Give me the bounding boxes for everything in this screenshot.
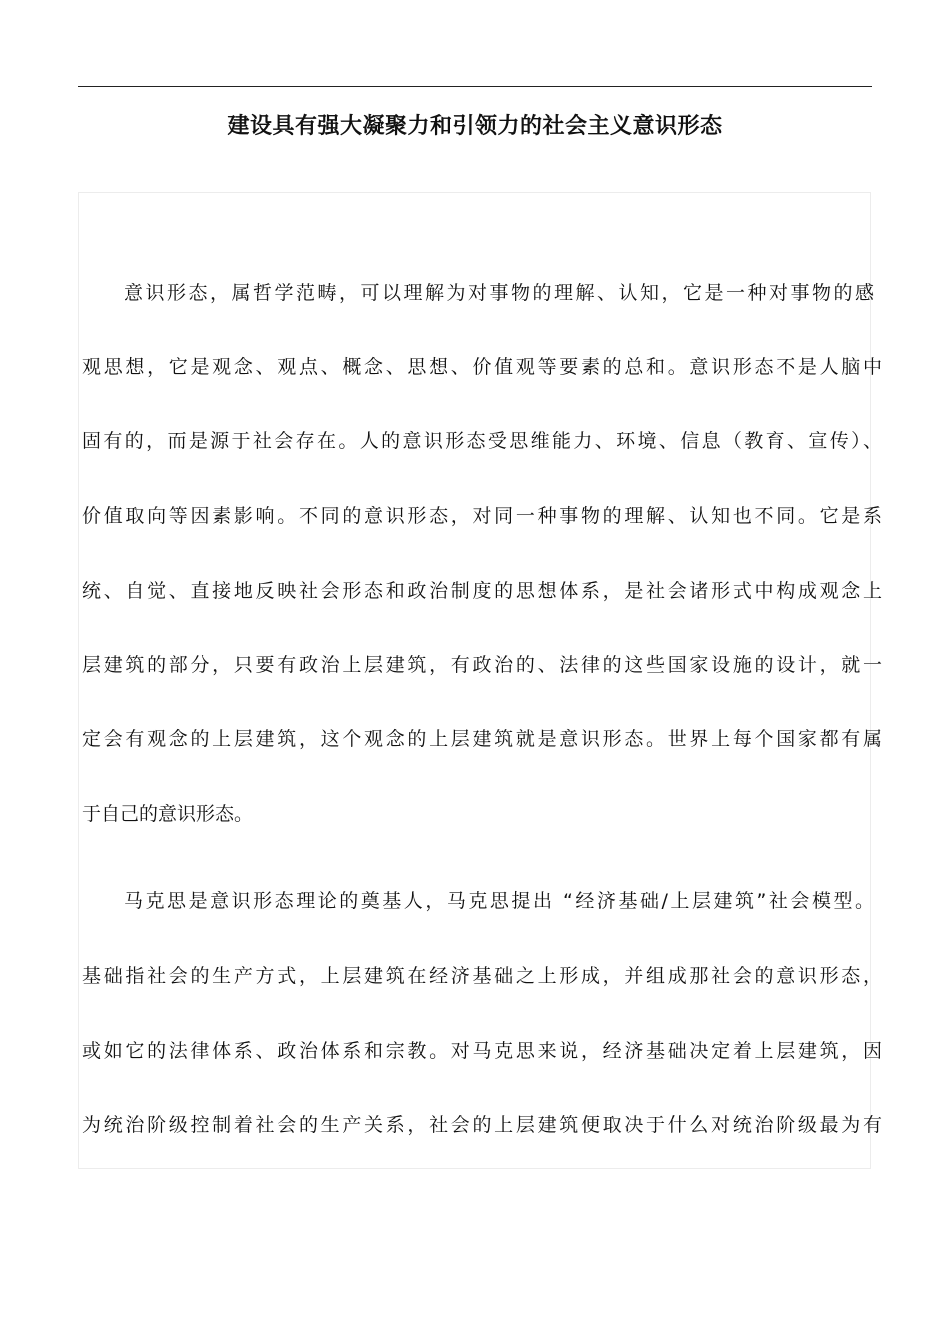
header-rule	[78, 86, 872, 87]
paragraph-line: 价值取向等因素影响。不同的意识形态，对同一种事物的理解、认知也不同。它是系	[82, 505, 882, 527]
paragraph-line: 意识形态，属哲学范畴，可以理解为对事物的理解、认知，它是一种对事物的感	[124, 282, 874, 304]
paragraph-line: 统、自觉、直接地反映社会形态和政治制度的思想体系，是社会诸形式中构成观念上	[82, 580, 882, 602]
paragraph-line: 于自己的意识形态。	[82, 803, 254, 825]
paragraph-line: 观思想，它是观念、观点、概念、思想、价值观等要素的总和。意识形态不是人脑中	[82, 356, 882, 378]
paragraph-line: 定会有观念的上层建筑，这个观念的上层建筑就是意识形态。世界上每个国家都有属	[82, 728, 882, 750]
document-title: 建设具有强大凝聚力和引领力的社会主义意识形态	[227, 114, 723, 139]
paragraph-line: 层建筑的部分，只要有政治上层建筑，有政治的、法律的这些国家设施的设计，就一	[82, 654, 882, 676]
paragraph-line: 为统治阶级控制着社会的生产关系，社会的上层建筑便取决于什么对统治阶级最为有	[82, 1114, 882, 1136]
paragraph-line: 马克思是意识形态理论的奠基人，马克思提出 “经济基础/上层建筑”社会模型。	[124, 890, 874, 912]
paragraph-line: 固有的，而是源于社会存在。人的意识形态受思维能力、环境、信息（教育、宣传）、	[82, 430, 882, 452]
paragraph-line: 或如它的法律体系、政治体系和宗教。对马克思来说，经济基础决定着上层建筑，因	[82, 1040, 882, 1062]
paragraph-line: 基础指社会的生产方式，上层建筑在经济基础之上形成，并组成那社会的意识形态，	[82, 965, 882, 987]
content-frame	[78, 192, 871, 1169]
